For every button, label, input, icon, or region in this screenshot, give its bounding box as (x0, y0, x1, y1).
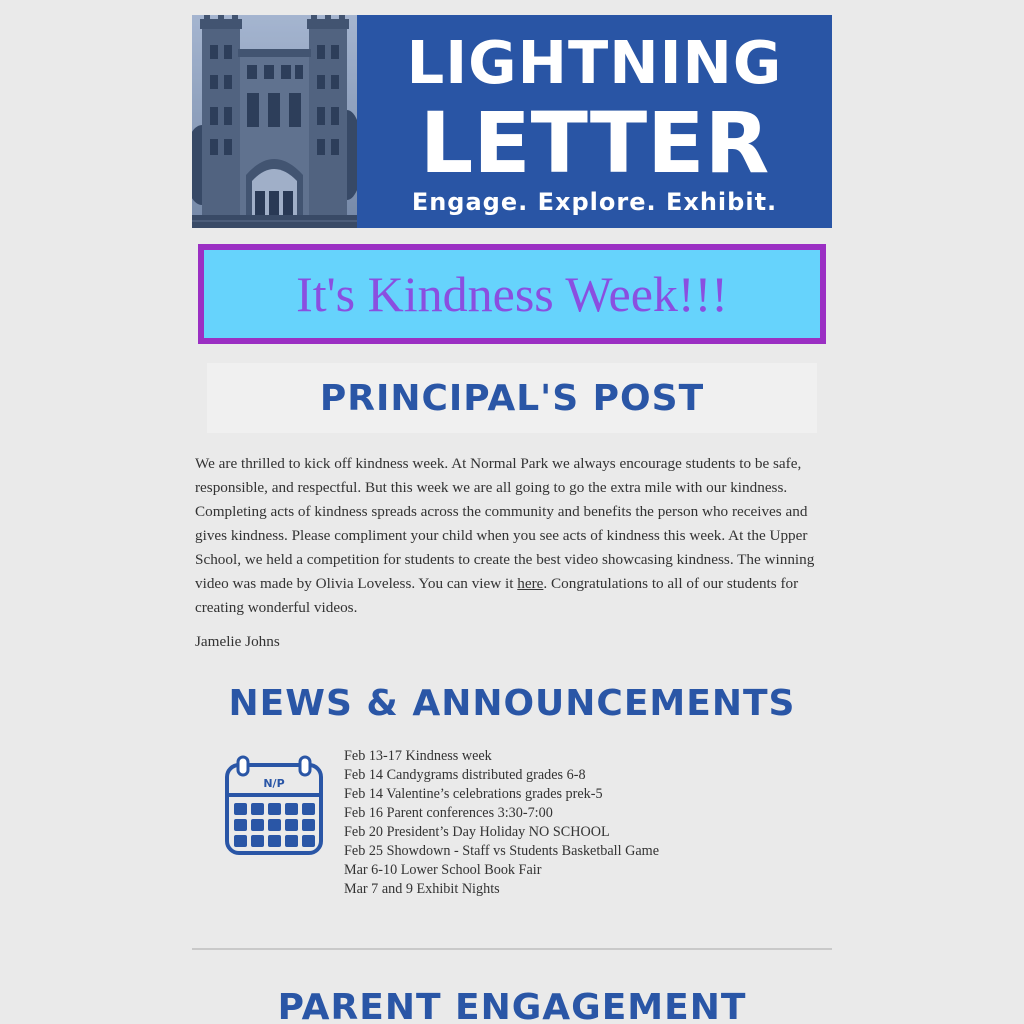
principals-post-body (195, 452, 833, 620)
newsletter-title-line1: LIGHTNING (406, 28, 783, 97)
principal-paragraph-end: . Congratulations to all of our students for creating wonderful videos. (195, 575, 799, 616)
event-item: Feb 14 Valentine’s celebrations grades prek-5 (344, 786, 603, 802)
principal-paragraph-start: We are thrilled to kick off kindness week. At Normal Park we always encourage students to be safe, responsible, and respectful. But this week we are all going to go the extra mile with our kindness. Completing acts of kindness spreads across the community and benefits the person who receives and gives kindness. Please compliment your child when you see acts of kindness this week. At the Upper School, we held a competition for students to create the best video showcasing kindness. The winning video was made by Olivia Loveless. You can view it (195, 455, 815, 592)
parent-engagement-heading: PARENT ENGAGEMENT (277, 987, 747, 1024)
calendar-icon (224, 755, 324, 857)
olivia-video-link[interactable]: here (517, 575, 544, 592)
event-item: Mar 6-10 Lower School Book Fair (344, 862, 542, 878)
event-item: Mar 7 and 9 Exhibit Nights (344, 881, 500, 897)
event-item: Feb 13-17 Kindness week (344, 748, 492, 764)
school-building-photo (192, 15, 357, 228)
newsletter-tagline: Engage. Explore. Exhibit. (411, 188, 778, 216)
event-item: Feb 14 Candygrams distributed grades 6-8 (344, 767, 586, 783)
news-announcements-heading: NEWS & ANNOUNCEMENTS (228, 683, 796, 724)
principals-post-header (207, 363, 817, 433)
event-item: Feb 20 President’s Day Holiday NO SCHOOL (344, 824, 610, 840)
event-item: Feb 25 Showdown - Staff vs Students Basketball Game (344, 843, 659, 859)
newsletter-banner (192, 15, 832, 228)
events-list (344, 747, 824, 899)
event-item: Feb 16 Parent conferences 3:30-7:00 (344, 805, 553, 821)
section-divider (192, 948, 832, 950)
principals-post-heading: PRINCIPAL'S POST (319, 378, 705, 419)
kindness-week-banner (198, 244, 826, 344)
newsletter-brand (357, 15, 832, 228)
newsletter-title-line2: LETTER (419, 94, 770, 192)
kindness-week-text: It's Kindness Week!!! (296, 266, 728, 322)
principal-signature: Jamelie Johns (195, 633, 280, 650)
calendar-label: N/P (263, 777, 285, 790)
